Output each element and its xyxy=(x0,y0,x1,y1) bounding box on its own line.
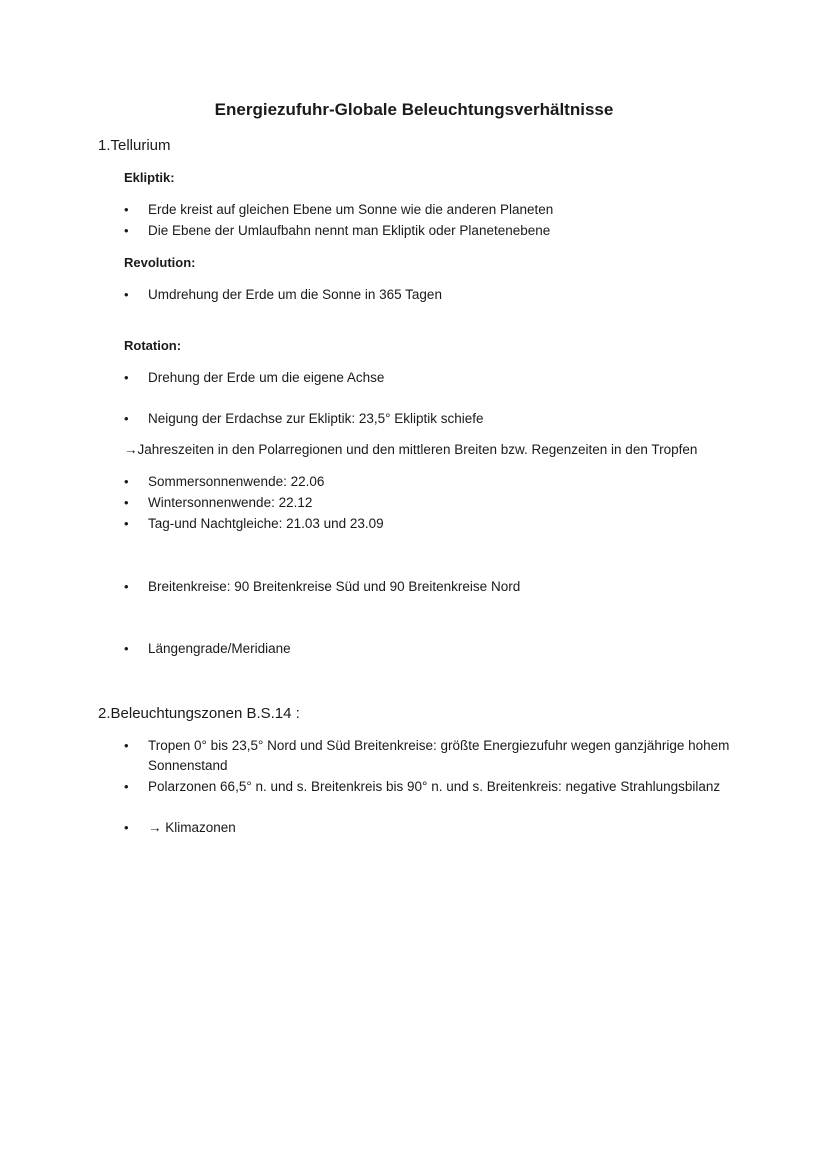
bullet-icon: • xyxy=(124,474,129,489)
bullet-icon: • xyxy=(124,579,129,594)
list-item-text: → Klimazonen xyxy=(148,820,236,835)
sub-heading-rotation: Rotation: xyxy=(124,338,182,353)
list-item xyxy=(124,493,744,513)
list-item-text: Neigung der Erdachse zur Ekliptik: 23,5° Ekliptik schiefe xyxy=(148,411,484,426)
list-item xyxy=(124,200,744,220)
list-item-text: Tag-und Nachtgleiche: 21.03 und 23.09 xyxy=(148,516,384,531)
list-item xyxy=(124,368,744,388)
bullet-icon: • xyxy=(124,820,129,835)
list-item xyxy=(124,639,744,659)
list-item xyxy=(124,285,744,305)
list-item-text: Sommersonnenwende: 22.06 xyxy=(148,474,325,489)
list-item xyxy=(124,472,744,492)
list-item xyxy=(124,777,744,797)
list-item-text: Erde kreist auf gleichen Ebene um Sonne wie die anderen Planeten xyxy=(148,202,554,217)
section-heading-tellurium: 1.Tellurium xyxy=(98,137,171,154)
list-item-text: Wintersonnenwende: 22.12 xyxy=(148,495,313,510)
bullet-icon: • xyxy=(124,411,129,426)
list-item xyxy=(124,736,744,776)
section-heading-beleuchtungszonen: 2.Beleuchtungszonen B.S.14 : xyxy=(98,705,300,722)
list-item xyxy=(124,818,744,838)
bullet-icon: • xyxy=(124,223,129,238)
bullet-icon: • xyxy=(124,641,129,656)
arrow-note: →Jahreszeiten in den Polarregionen und den mittleren Breiten bzw. Regenzeiten in den Tropfen xyxy=(124,442,698,457)
list-item-text: Die Ebene der Umlaufbahn nennt man Ekliptik oder Planetenebene xyxy=(148,223,551,238)
list-item xyxy=(124,409,744,429)
list-item xyxy=(124,221,744,241)
list-item-text: Polarzonen 66,5° n. und s. Breitenkreis bis 90° n. und s. Breitenkreis: negative Strahlungsbilanz xyxy=(148,779,721,794)
sub-heading-revolution: Revolution: xyxy=(124,255,196,270)
list-item-text: Längengrade/Meridiane xyxy=(148,641,291,656)
bullet-icon: • xyxy=(124,202,129,217)
bullet-icon: • xyxy=(124,495,129,510)
list-item-text: Umdrehung der Erde um die Sonne in 365 Tagen xyxy=(148,287,442,302)
list-item xyxy=(124,514,744,534)
bullet-icon: • xyxy=(124,738,129,753)
list-item-text: Tropen 0° bis 23,5° Nord und Süd Breitenkreise: größte Energiezufuhr wegen ganzjährige hohem Sonnenstand xyxy=(148,738,730,773)
list-item-text: Breitenkreise: 90 Breitenkreise Süd und 90 Breitenkreise Nord xyxy=(148,579,521,594)
sub-heading-ekliptik: Ekliptik: xyxy=(124,170,175,185)
bullet-icon: • xyxy=(124,516,129,531)
list-item-text: Drehung der Erde um die eigene Achse xyxy=(148,370,385,385)
list-item xyxy=(124,577,744,597)
bullet-icon: • xyxy=(124,779,129,794)
document-title: Energiezufuhr-Globale Beleuchtungsverhältnisse xyxy=(214,100,614,119)
bullet-icon: • xyxy=(124,287,129,302)
bullet-icon: • xyxy=(124,370,129,385)
